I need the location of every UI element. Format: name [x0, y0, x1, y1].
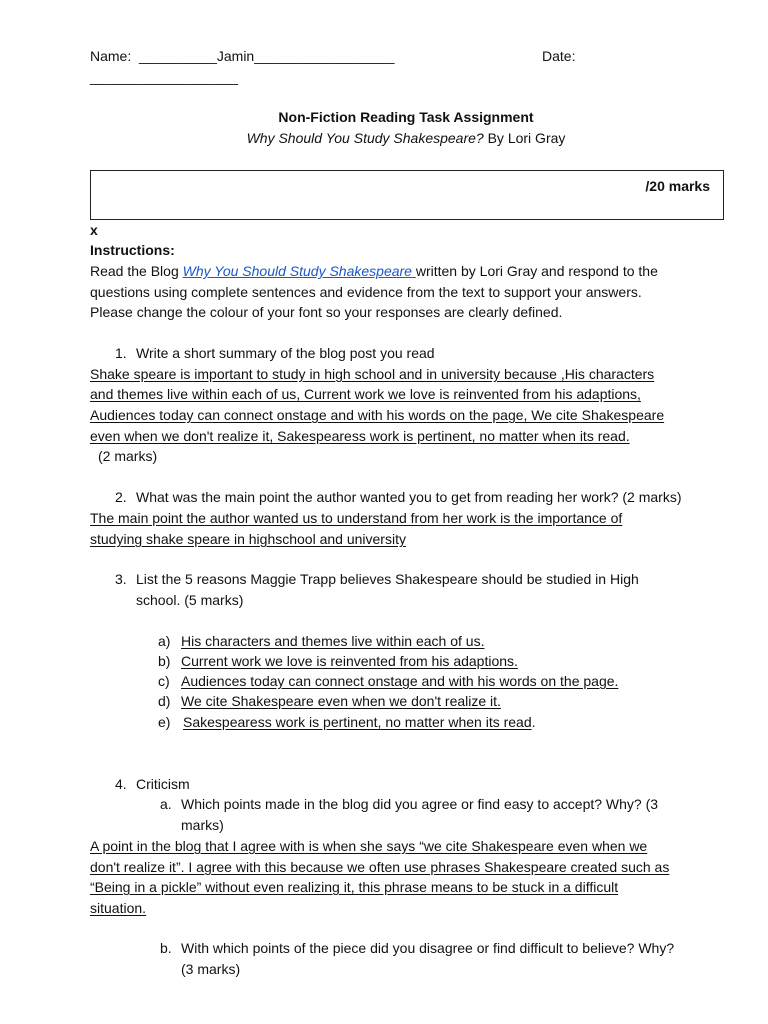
- instructions-prefix: Read the Blog: [90, 263, 183, 279]
- stray-char: x: [90, 222, 98, 238]
- instructions-line-3: Please change the colour of your font so your responses are clearly defined.: [90, 304, 563, 320]
- q3-item-label: e): [158, 714, 171, 730]
- q4b-label: b.: [160, 940, 172, 956]
- q2-answer-line[interactable]: The main point the author wanted us to understand from her work is the importance of: [90, 510, 623, 526]
- q3-item-answer[interactable]: We cite Shakespeare even when we don't realize it.: [181, 693, 501, 709]
- q4a-label: a.: [160, 796, 172, 812]
- q3-item-tail: .: [531, 714, 536, 730]
- q1-text: Write a short summary of the blog post you read: [136, 345, 435, 361]
- q1-marks: (2 marks): [98, 448, 158, 464]
- q3-text-line: List the 5 reasons Maggie Trapp believes Shakespeare should be studied in High: [136, 571, 639, 587]
- date-label: Date:: [542, 48, 576, 64]
- name-line: [90, 46, 394, 66]
- q1-answer-line[interactable]: Audiences today can connect onstage and with his words on the page, We cite Shakespeare: [90, 407, 665, 423]
- date-value[interactable]: ___________________: [90, 69, 238, 85]
- q4-number: 4.: [115, 776, 127, 792]
- marks-box: [90, 170, 724, 220]
- q3-item-label: a): [158, 633, 171, 649]
- q4b-text-line: (3 marks): [181, 961, 241, 977]
- q3-item-e: [183, 712, 536, 732]
- q3-text-line: school. (5 marks): [136, 592, 244, 608]
- q4b-text-line: With which points of the piece did you disagree or find difficult to believe? Why?: [181, 940, 675, 956]
- marks-total: /20 marks: [645, 178, 710, 194]
- q1-answer-line[interactable]: and themes live within each of us, Current work we love is reinvented from his adaptions,: [90, 386, 641, 402]
- q3-item-answer[interactable]: His characters and themes live within each of us.: [181, 633, 485, 649]
- q4-text: Criticism: [136, 776, 190, 792]
- q1-number: 1.: [115, 345, 127, 361]
- instructions-line-2: questions using complete sentences and evidence from the text to support your answers.: [90, 284, 642, 300]
- q4a-answer-line[interactable]: situation.: [90, 900, 147, 916]
- q3-item-answer[interactable]: Sakespearess work is pertinent, no matter when its read: [183, 714, 532, 730]
- q4a-answer-line[interactable]: “Being in a pickle” without even realizing it, this phrase means to be stuck in a difficult: [90, 879, 619, 895]
- q2-text: What was the main point the author wanted you to get from reading her work? (2 marks): [136, 489, 682, 505]
- name-value[interactable]: __________Jamin__________________: [139, 48, 395, 64]
- q4a-answer-line[interactable]: A point in the blog that I agree with is when she says “we cite Shakespeare even when we: [90, 838, 648, 854]
- instructions-heading: Instructions:: [90, 242, 175, 258]
- q3-item-label: b): [158, 653, 171, 669]
- page-subtitle: [0, 128, 768, 148]
- page-title: Non-Fiction Reading Task Assignment: [278, 109, 534, 125]
- q4a-text-line: Which points made in the blog did you agree or find easy to accept? Why? (3: [181, 796, 659, 812]
- q3-item-answer[interactable]: Audiences today can connect onstage and with his words on the page.: [181, 673, 619, 689]
- q1-answer-line[interactable]: even when we don't realize it, Sakespearess work is pertinent, no matter when its read.: [90, 428, 630, 444]
- q3-item-label: c): [158, 673, 170, 689]
- q1-answer-line[interactable]: Shake speare is important to study in high school and in university because ,His characters: [90, 366, 655, 382]
- q4a-answer-line[interactable]: don't realize it”. I agree with this because we often use phrases Shakespeare created such as: [90, 859, 670, 875]
- subtitle-author: By Lori Gray: [487, 130, 566, 146]
- q3-number: 3.: [115, 571, 127, 587]
- instructions-line-1: [90, 261, 658, 281]
- q2-answer-line[interactable]: studying shake speare in highschool and university: [90, 531, 406, 547]
- instructions-suffix: written by Lori Gray and respond to the: [415, 263, 658, 279]
- subtitle-title: Why Should You Study Shakespeare?: [246, 130, 484, 146]
- blog-link[interactable]: Why You Should Study Shakespeare: [182, 263, 416, 279]
- q3-item-answer[interactable]: Current work we love is reinvented from his adaptions.: [181, 653, 518, 669]
- name-label: Name:: [90, 48, 132, 64]
- q2-number: 2.: [115, 489, 127, 505]
- q3-item-label: d): [158, 693, 171, 709]
- q4a-text-line: marks): [181, 817, 224, 833]
